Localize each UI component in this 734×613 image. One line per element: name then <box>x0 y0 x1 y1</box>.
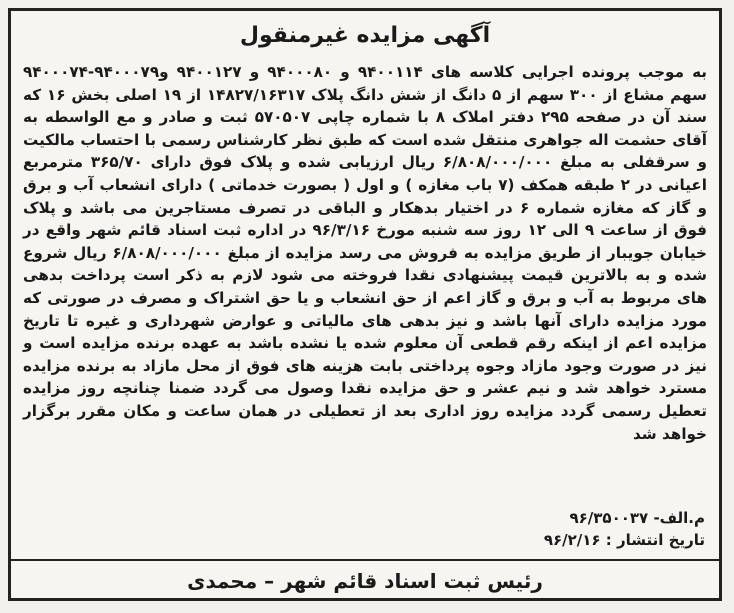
signature-line: رئیس ثبت اسناد قائم شهر – محمدی <box>187 569 543 593</box>
signature-divider <box>11 559 719 561</box>
publication-date: تاریخ انتشار : ۹۶/۲/۱۶ <box>543 531 705 549</box>
notice-title: آگهی مزایده غیرمنقول <box>239 23 491 48</box>
notice-body-paragraph: به موجب پرونده اجرایی کلاسه های ۹۴۰۰۱۱۴ و ۹۴۰۰۰۸۰ و ۹۴۰۰۱۲۷ و۹۴۰۰۰۷۹-۹۴۰۰۰۷۴ سهم مشاع از ۳۰۰ سهم از ۵ دانگ از شش دانگ پلاک ۱۴۸۲۷/۱۶۳۱۷ از ۱۹ اصلی بخش ۱۶ که سند آن در صفحه ۲۹۵ دفتر املاک ۸ با شماره چاپی ۵۷۰۵۰۷ ثبت و صادر و مع الواسطه به آقای حشمت اله جواهری منتقل شده است که طبق نظر کارشناس رسمی با احتساب مالکیت و سرقفلی به مبلغ ۶/۸۰۸/۰۰۰/۰۰۰ ریال ارزیابی شده و پلاک فوق دارای ۳۶۵/۷۰ مترمربع اعیانی در ۲ طبقه همکف (۷ باب مغازه ) و اول ( بصورت خدماتی ) دارای انشعاب آب و برق و گاز که مغازه شماره ۶ در اختیار بدهکار و الباقی در تصرف مستاجرین می باشد و پلاک فوق از ساعت ۹ الی ۱۲ روز سه شنبه مورخ ۹۶/۳/۱۶ در اداره ثبت اسناد قائم شهر واقع در خیابان جویبار از طریق مزایده به فروش می رسد مزایده از مبلغ ۶/۸۰۸/۰۰۰/۰۰۰ ریال شروع شده و به بالاترین قیمت پیشنهادی نقدا فروخته می شود لازم به ذکر است پرداخت بدهی های مربوط به آب و برق و گاز اعم از حق انشعاب و یا حق اشتراک و مصرف در صورتی که مورد مزایده دارای آنها باشد و نیز بدهی های مالیاتی و عوارض شهرداری و غیره تا تاریخ مزایده اعم از اینکه رقم قطعی آن معلوم شده یا نشده باشد به عهده برنده مزایده است و نیز در صورت وجود مازاد وجوه پرداختی بابت هزینه های فوق از محل مازاد به برنده مزایده مسترد خواهد شد و نیم عشر و حق مزایده نقدا وصول می گردد ضمنا چنانچه روز مزایده تعطیل رسمی گردد مزایده روز اداری بعد از تعطیلی در همان ساعت و مکان مقرر برگزار خواهد شد <box>23 63 708 443</box>
reference-number: م.الف- ۹۶/۳۵۰۰۳۷ <box>569 509 705 527</box>
notice-body <box>23 61 707 445</box>
notice-frame <box>8 8 722 601</box>
